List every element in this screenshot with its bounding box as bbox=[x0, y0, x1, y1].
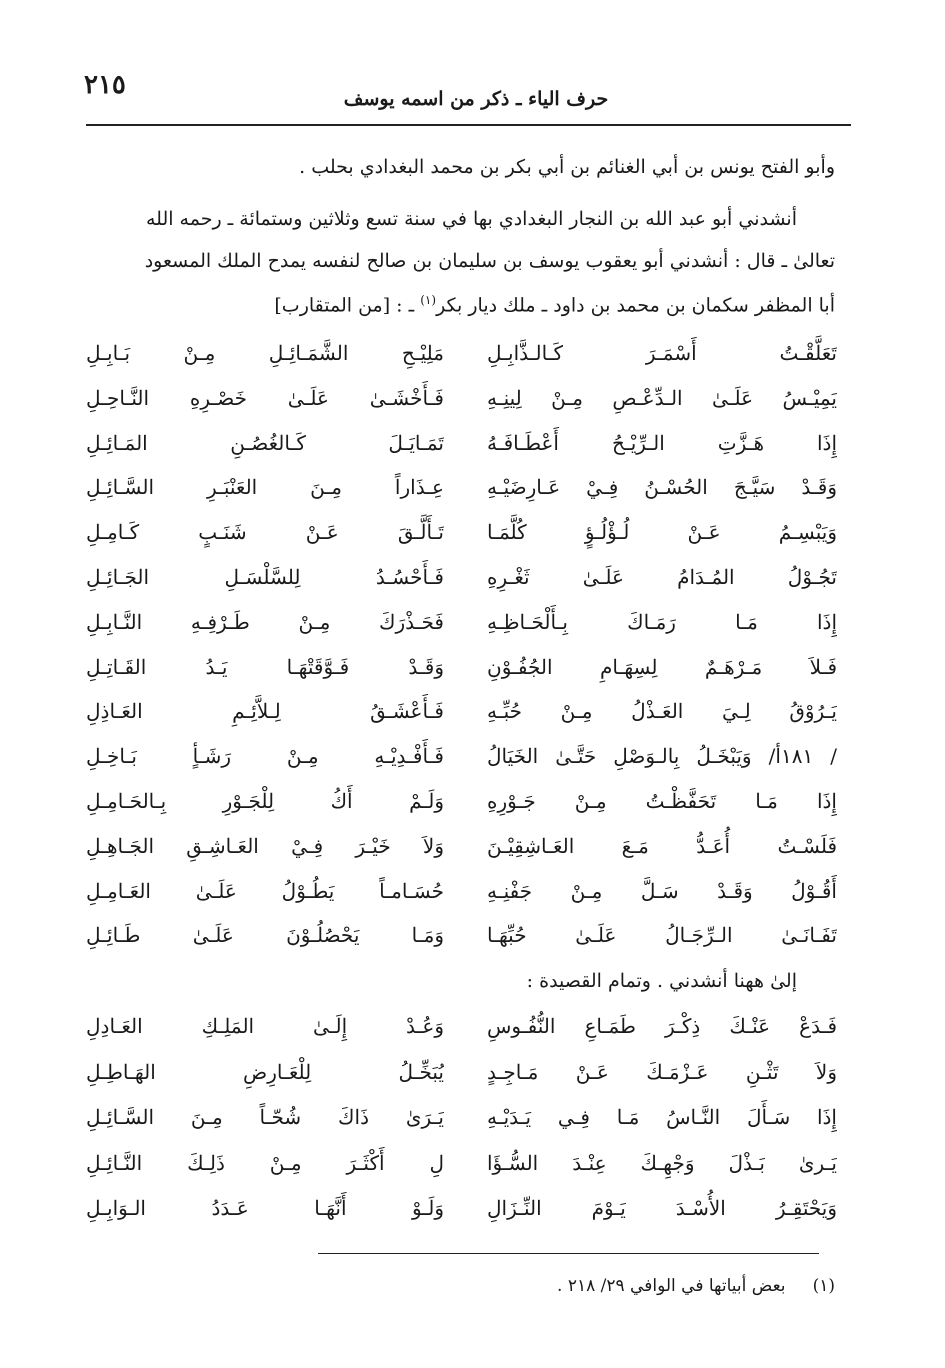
verse-second-hemistich: فَـأَفْـدِيْـهِ مِـنْ رَشَـأٍ بَـاخِـلِ bbox=[86, 744, 444, 769]
meter-label: ـ : [من المتقارب] bbox=[274, 294, 421, 317]
running-title: حرف الياء ـ ذكر من اسمه يوسف bbox=[343, 88, 609, 110]
verse-row bbox=[0, 826, 945, 866]
paragraph-line: تعالىٰ ـ قال : أنشدني أبو يعقوب يوسف بن سليمان بن صالح لنفسه يمدح الملك المسعود bbox=[144, 250, 835, 272]
paragraph-text: أبا المظفر سكمان بن محمد بن داود ـ ملك ديار بكر bbox=[436, 294, 835, 317]
verse-second-hemistich: فَـأَعْشَـقُ لِـلاَّئِـمِ العَـاذِلِ bbox=[86, 699, 444, 724]
verse-second-hemistich: يُبَخِّـلُ لِلْعَـارِضِ الهَـاطِـلِ bbox=[86, 1059, 444, 1084]
verse-row bbox=[0, 1052, 945, 1092]
verse-row bbox=[0, 602, 945, 642]
verse-first-hemistich: فَـدَعْ عَنْـكَ ذِكْـرَ طَمَـاعِ النُّفُـوسِ bbox=[487, 1014, 837, 1038]
verse-first-hemistich: فَـلاَ مَـرْهَـمٌ لِسِهَـامِ الجُفُـوْنِ bbox=[487, 654, 837, 679]
header-rule bbox=[86, 124, 851, 126]
verse-first-hemistich: وَلاَ تَثْـنِ عَـزْمَـكَ عَـنْ مَـاجِـدٍ bbox=[487, 1059, 837, 1084]
verse-row bbox=[0, 1143, 945, 1183]
verse-second-hemistich: وَلاَ خَيْـرَ فِـيْ العَـاشِـقِ الجَـاهِـلِ bbox=[86, 833, 444, 858]
verse-row bbox=[0, 378, 945, 418]
verse-first-hemistich: وَيَحْتَقِـرُ الأُسْـدَ يَـوْمَ النِّـزَالِ bbox=[487, 1196, 837, 1220]
verse-first-hemistich: إِذَا سَـأَلَ النَّـاسُ مَـا فِـي يَـدَيْـهِ bbox=[487, 1105, 837, 1129]
verse-row bbox=[0, 467, 945, 507]
paragraph-line: وأبو الفتح يونس بن أبي الغنائم بن أبي بكر بن محمد البغدادي بحلب . bbox=[299, 156, 835, 178]
verse-second-hemistich: عِـذَاراً مِـنَ العَنْبَـرِ السَّـائِـلِ bbox=[86, 475, 444, 500]
verse-second-hemistich: وَلَـوْ أَنَّهَـا عَـدَدُ الـوَابِـلِ bbox=[86, 1196, 444, 1220]
verse-second-hemistich: وَلَـمْ أَكُ لِلْجَـوْرِ بِـالحَـامِـلِ bbox=[86, 789, 444, 813]
verse-first-hemistich: إِذَا هَـزَّتِ الـرِّيْـحُ أَعْطَـافَـهُ bbox=[487, 430, 837, 455]
verse-row bbox=[0, 871, 945, 911]
verse-row bbox=[0, 1097, 945, 1137]
verse-second-hemistich: فَـأَحْسُـدُ لِلسَّلْسَـلِ الجَـائِـلِ bbox=[86, 565, 444, 589]
page-number: ٢١٥ bbox=[84, 70, 126, 100]
footnote-reference: (١) bbox=[420, 293, 437, 307]
verse-row bbox=[0, 333, 945, 373]
footnote-marker: (١) bbox=[812, 1276, 835, 1296]
transition-line: إلىٰ ههنا أنشدني . وتمام القصيدة : bbox=[526, 970, 797, 992]
verse-second-hemistich: وَعُـدْ إِلَـىٰ المَلِـكِ العَـادِلِ bbox=[86, 1014, 444, 1038]
verse-second-hemistich: تَمَـايَـلَ كَـالغُصُـنِ المَـائِـلِ bbox=[86, 430, 444, 455]
verse-first-hemistich: تَجُـوْلُ المُـدَامُ عَلَـىٰ ثَغْـرِهِ bbox=[487, 565, 837, 589]
verse-row bbox=[0, 512, 945, 552]
verse-row bbox=[0, 1188, 945, 1228]
paragraph-line bbox=[75, 294, 835, 315]
verse-row bbox=[0, 557, 945, 597]
verse-second-hemistich: مَلِيْـحِ الشَّمَـائِـلِ مِـنْ بَـابِـلِ bbox=[86, 341, 444, 365]
footnote-text: بعض أبياتها في الوافي ٢٩/ ٢١٨ . bbox=[557, 1276, 786, 1296]
verse-first-hemistich: إِذَا مَـا رَمَـاكَ بِـأَلْحَـاظِـهِ bbox=[487, 609, 837, 634]
verse-first-hemistich: تَفَـانَـىٰ الـرِّجَـالُ عَلَـىٰ حُبِّهَـا bbox=[487, 923, 837, 948]
footnote-rule bbox=[318, 1253, 819, 1254]
verse-first-hemistich: / ١٨١أ/ وَيَبْخَـلُ بِالـوَصْلِ حَتَّـىٰ الخَيَالُ bbox=[487, 744, 837, 769]
verse-first-hemistich: إِذَا مَـا تَحَفَّظْـتُ مِـنْ جَـوْرِهِ bbox=[487, 789, 837, 813]
footnote bbox=[335, 1276, 835, 1296]
verse-second-hemistich: تَـأَلَّـقَ عَـنْ شَنَـبٍ كَـامِـلِ bbox=[86, 520, 444, 545]
verse-row bbox=[0, 423, 945, 463]
verse-first-hemistich: فَلَسْـتُ أُعَـدُّ مَـعَ العَـاشِقِيْـنَ bbox=[487, 833, 837, 858]
verse-second-hemistich: وَمَـا يَحْصُلُـوْنَ عَلَـىٰ طَـائِـلِ bbox=[86, 923, 444, 948]
verse-second-hemistich: فَحَـذْرَكَ مِـنْ طَـرْفِـهِ النَّـابِـلِ bbox=[86, 609, 444, 634]
verse-first-hemistich: يَمِيْـسُ عَلَـىٰ الـدِّعْـصِ مِـنْ لِينِـهِ bbox=[487, 385, 837, 410]
verse-first-hemistich: وَقَـدْ سَيَّـجَ الحُسْـنُ فِـيْ عَـارِضَيْـهِ bbox=[487, 475, 837, 500]
verse-row bbox=[0, 647, 945, 687]
verse-row bbox=[0, 781, 945, 821]
verse-row bbox=[0, 915, 945, 955]
verse-second-hemistich: يَـرَىٰ ذَاكَ شُحّـاً مِـنَ السَّـائِـلِ bbox=[86, 1105, 444, 1129]
verse-first-hemistich: يَـرُوْقُ لِـيَ العَـذْلُ مِـنْ حُبِّـهِ bbox=[487, 699, 837, 724]
verse-row bbox=[0, 736, 945, 776]
verse-first-hemistich: تَعَلَّقْـتُ أَسْمَـرَ كَـالـذَّابِـلِ bbox=[487, 341, 837, 365]
verse-first-hemistich: يَـرىٰ بَـذْلَ وَجْهِـكَ عِنْـدَ السُّـؤَا bbox=[487, 1150, 837, 1175]
verse-second-hemistich: وَقَـدْ فَـوَّقَتْهَـا يَـدُ القَـاتِـلِ bbox=[86, 654, 444, 679]
verse-first-hemistich: وَيَبْسِـمُ عَـنْ لُـؤْلُـؤٍ كُلَّمَـا bbox=[487, 520, 837, 545]
verse-second-hemistich: فَـأَخْشَـىٰ عَلَـىٰ خَصْـرِهِ النَّـاحِـلِ bbox=[86, 385, 444, 410]
verse-row bbox=[0, 1006, 945, 1046]
paragraph-line: أنشدني أبو عبد الله بن النجار البغدادي بها في سنة تسع وثلاثين وستمائة ـ رحمه الله bbox=[145, 208, 797, 230]
verse-row bbox=[0, 691, 945, 731]
verse-first-hemistich: أَقُـوْلُ وَقَـدْ سَـلَّ مِـنْ جَفْنِـهِ bbox=[487, 878, 837, 903]
verse-second-hemistich: حُسَـامـاً يَطُـوْلُ عَلَـىٰ العَـامِـلِ bbox=[86, 878, 444, 903]
verse-second-hemistich: لِ أَكْثَـرَ مِـنْ ذَلِـكَ النَّـائِـلِ bbox=[86, 1150, 444, 1175]
